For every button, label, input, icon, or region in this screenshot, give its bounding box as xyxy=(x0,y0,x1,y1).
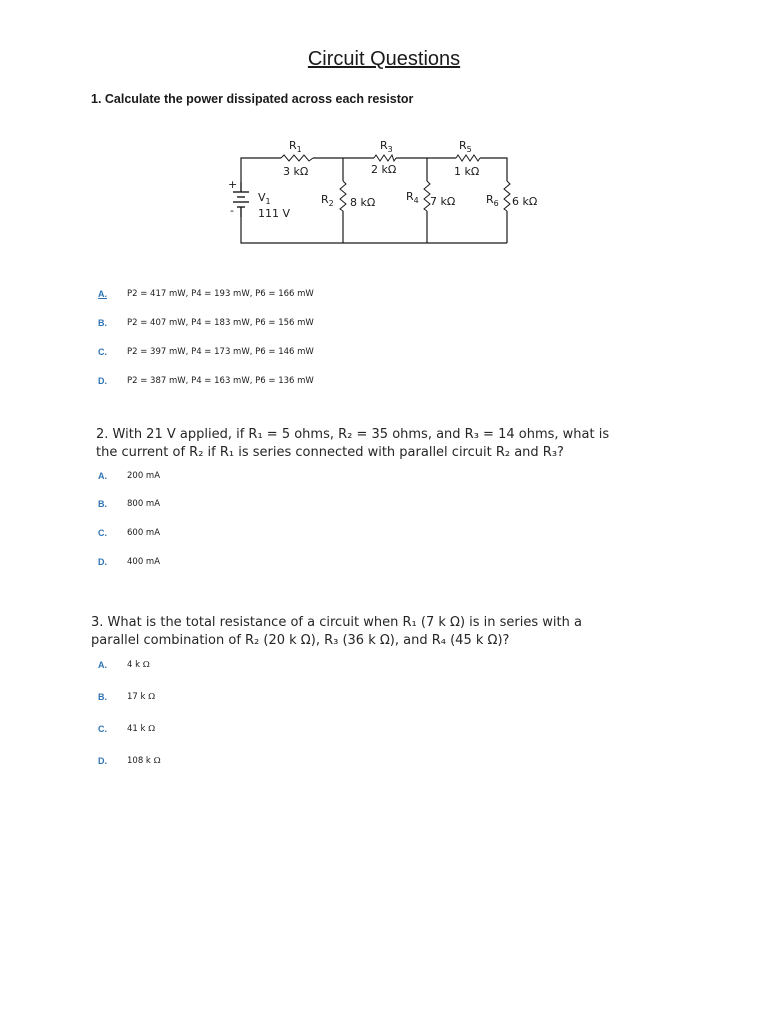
option-text: P2 = 387 mW, P4 = 163 mW, P6 = 136 mW xyxy=(127,376,314,386)
q3-option-a[interactable] xyxy=(98,660,150,670)
q1-option-a[interactable] xyxy=(98,289,314,299)
option-text: P2 = 397 mW, P4 = 173 mW, P6 = 146 mW xyxy=(127,347,314,357)
question-3-prompt xyxy=(91,614,691,650)
option-letter: A. xyxy=(98,289,107,299)
page-title: Circuit Questions xyxy=(307,48,461,70)
r3-value: 2 kΩ xyxy=(371,163,397,176)
option-letter: C. xyxy=(98,347,107,357)
question-2-line-2: the current of R₂ if R₁ is series connected with parallel circuit R₂ and R₃? xyxy=(96,445,564,460)
ohm-symbol: Ω xyxy=(153,756,161,766)
option-letter: A. xyxy=(98,471,107,481)
option-text xyxy=(127,724,155,734)
resistor-r6-symbol xyxy=(504,181,510,211)
r2-value: 8 kΩ xyxy=(350,196,376,209)
q2-option-c[interactable] xyxy=(98,528,160,538)
option-letter: B. xyxy=(98,499,107,509)
source-value: 111 V xyxy=(258,207,291,220)
r6-label: $R_6$ xyxy=(486,193,499,208)
resistor-r3-symbol xyxy=(374,155,396,161)
option-text: 400 mA xyxy=(127,557,161,567)
source-plus-sign: + xyxy=(228,178,238,191)
option-letter: D. xyxy=(98,557,107,567)
option-text: 800 mA xyxy=(127,499,161,509)
option-text: P2 = 417 mW, P4 = 193 mW, P6 = 166 mW xyxy=(127,289,314,299)
r5-value: 1 kΩ xyxy=(454,165,480,178)
ohm-symbol: Ω xyxy=(142,660,150,670)
option-text: 200 mA xyxy=(127,471,161,481)
option-value: 41 k xyxy=(127,724,146,734)
question-2-prompt xyxy=(96,426,696,462)
source-minus-sign: - xyxy=(230,204,234,217)
question-3-line-1: 3. What is the total resistance of a circuit when R₁ (7 k Ω) is in series with a xyxy=(91,615,582,630)
option-text xyxy=(127,692,155,702)
r6-value: 6 kΩ xyxy=(512,195,538,208)
option-letter: A. xyxy=(98,660,107,670)
q1-option-d[interactable] xyxy=(98,376,314,386)
resistor-r1-symbol xyxy=(281,155,313,161)
resistor-r2-symbol xyxy=(340,181,346,211)
option-letter: B. xyxy=(98,318,107,328)
source-label: $V_1$ xyxy=(258,191,271,206)
q2-option-d[interactable] xyxy=(98,557,160,567)
option-text: P2 = 407 mW, P4 = 183 mW, P6 = 156 mW xyxy=(127,318,314,328)
option-value: 4 k xyxy=(127,660,141,670)
r5-label: $R_5$ xyxy=(459,139,472,154)
q2-option-b[interactable] xyxy=(98,499,160,509)
resistor-r5-symbol xyxy=(456,155,480,161)
option-letter: C. xyxy=(98,724,107,734)
r3-label: $R_3$ xyxy=(380,139,393,154)
option-text xyxy=(127,660,150,670)
r1-label: $R_1$ xyxy=(289,139,302,154)
r1-value: 3 kΩ xyxy=(283,165,309,178)
option-value: 17 k xyxy=(127,692,146,702)
q1-option-b[interactable] xyxy=(98,318,314,328)
circuit-diagram xyxy=(222,136,538,251)
q3-option-d[interactable] xyxy=(98,756,161,766)
ohm-symbol: Ω xyxy=(148,692,156,702)
option-letter: D. xyxy=(98,376,107,386)
question-2-line-1: 2. With 21 V applied, if R₁ = 5 ohms, R₂ = 35 ohms, and R₃ = 14 ohms, what is xyxy=(96,427,610,442)
option-letter: D. xyxy=(98,756,107,766)
option-text: 600 mA xyxy=(127,528,161,538)
r4-value: 7 kΩ xyxy=(430,195,456,208)
question-3-line-2: parallel combination of R₂ (20 k Ω), R₃ (36 k Ω), and R₄ (45 k Ω)? xyxy=(91,633,510,648)
r2-label: $R_2$ xyxy=(321,193,334,208)
q3-option-c[interactable] xyxy=(98,724,155,734)
option-value: 108 k xyxy=(127,756,151,766)
r4-label: $R_4$ xyxy=(406,190,419,205)
q3-option-b[interactable] xyxy=(98,692,155,702)
ohm-symbol: Ω xyxy=(148,724,156,734)
option-letter: C. xyxy=(98,528,107,538)
option-text xyxy=(127,756,161,766)
question-1-prompt: 1. Calculate the power dissipated across each resistor xyxy=(91,92,414,106)
option-letter: B. xyxy=(98,692,107,702)
q2-option-a[interactable] xyxy=(98,471,160,481)
q1-option-c[interactable] xyxy=(98,347,314,357)
